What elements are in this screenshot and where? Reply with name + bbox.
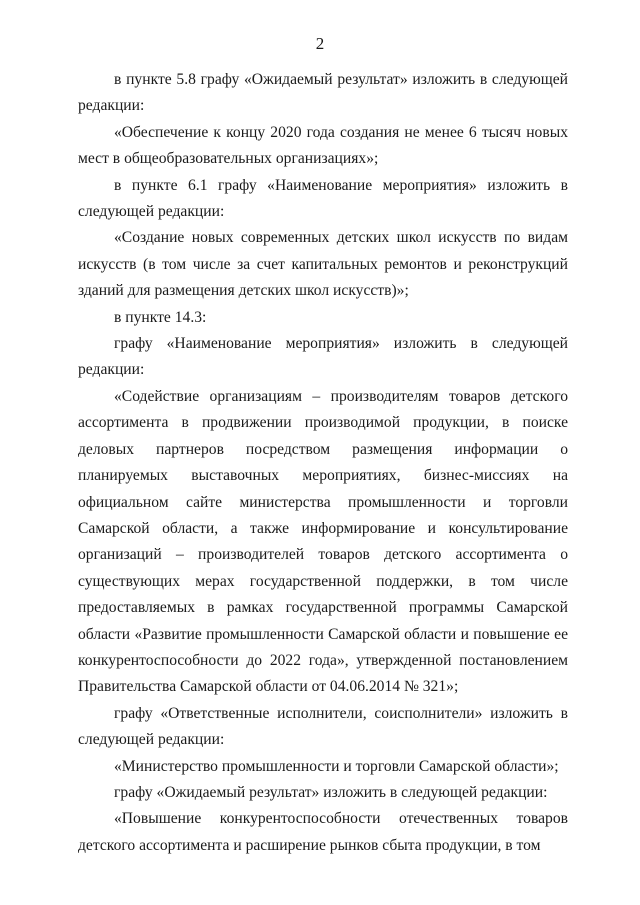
document-body [78,67,568,859]
paragraph-column-event-name: графу «Наименование мероприятия» изложить в следующей редакции: [78,335,568,379]
paragraph-item-6-1: в пункте 6.1 графу «Наименование мероприятия» изложить в следующей редакции: [78,176,568,221]
paragraph-quote-education-places: «Обеспечение к концу 2020 года создания не менее 6 тысяч новых мест в общеобразовательных организациях»; [78,123,568,168]
paragraph-quote-ministry: «Министерство промышленности и торговли Самарской области»; [114,757,559,775]
paragraph-item-14-3: в пункте 14.3: [114,308,207,326]
paragraph-quote-support-organizations: «Содействие организациям – производителям товаров детского ассортимента в продвижении производимой продукции, в поиске деловых партнеров посредством размещения информации о планируемых выставочных мероприятиях, бизнес-миссиях на официальном сайте министерства промышленности и торговли Самарской области, а также информирование и консультирование организаций – производителей товаров детского ассортимента о существующих мерах государственной поддержки, в том числе предоставляемых в рамках государственной программы Самарской области «Развитие промышленности Самарской области и повышение ее конкурентоспособности до 2022 года», утвержденной постановлением Правительства Самарской области от 04.06.2014 № 321»; [78,387,568,696]
page-number: 2 [315,34,325,53]
paragraph-column-executors: графу «Ответственные исполнители, соисполнители» изложить в следующей редакции: [78,704,568,749]
paragraph-column-expected-result: графу «Ожидаемый результат» изложить в следующей редакции: [114,783,548,801]
paragraph-quote-competitiveness: «Повышение конкурентоспособности отечественных товаров детского ассортимента и расширение рынков сбыта продукции, в том [78,810,568,854]
paragraph-item-5-8: в пункте 5.8 графу «Ожидаемый результат» изложить в следующей редакции: [78,71,568,115]
paragraph-quote-art-schools: «Создание новых современных детских школ искусств по видам искусств (в том числе за счет капитальных ремонтов и реконструкций зданий для размещения детских школ искусств)»; [78,229,568,300]
